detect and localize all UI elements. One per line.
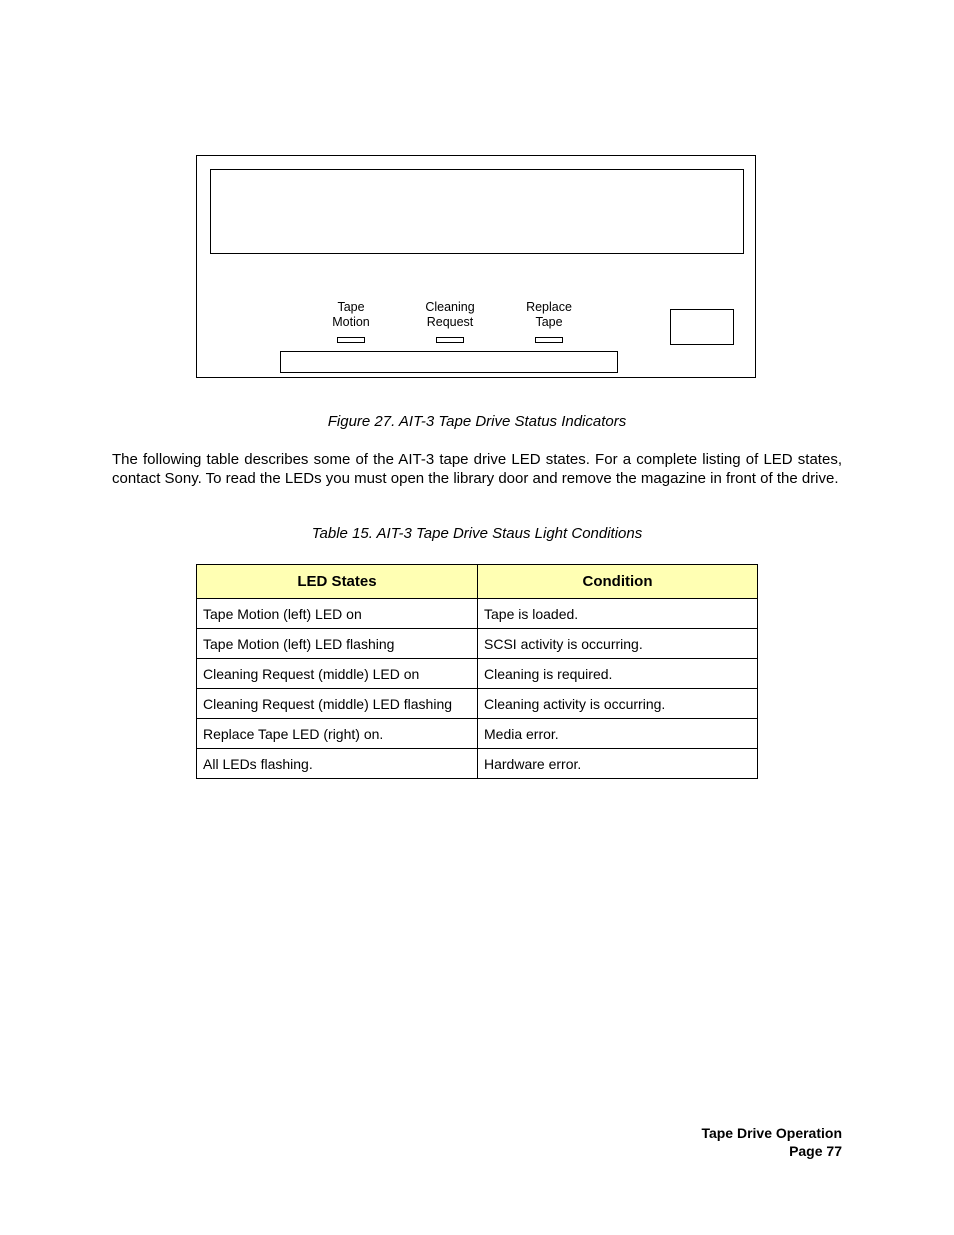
- table-row: [197, 749, 758, 779]
- table-row: [197, 719, 758, 749]
- led-replace-tape: [504, 300, 594, 343]
- header-condition: Condition: [478, 565, 758, 599]
- led-label-line1: Replace: [526, 300, 572, 314]
- tape-slot: [280, 351, 618, 373]
- led-label-line2: Tape: [535, 315, 563, 329]
- condition-cell: Cleaning activity is occurring.: [478, 689, 758, 719]
- table-row: [197, 659, 758, 689]
- table-header-row: [197, 565, 758, 599]
- led-label-line1: Tape: [337, 300, 365, 314]
- drive-window: [210, 169, 744, 254]
- led-indicator: [337, 337, 365, 343]
- led-state-cell: Cleaning Request (middle) LED flashing: [197, 689, 478, 719]
- led-tape-motion: [306, 300, 396, 343]
- condition-cell: Hardware error.: [478, 749, 758, 779]
- table-caption: Table 15. AIT-3 Tape Drive Staus Light Conditions: [311, 525, 643, 542]
- led-state-cell: Replace Tape LED (right) on.: [197, 719, 478, 749]
- table-row: [197, 689, 758, 719]
- led-label-line2: Motion: [332, 315, 370, 329]
- led-label-line1: Cleaning: [425, 300, 475, 314]
- tape-drive-diagram: [196, 155, 756, 378]
- footer-section-title: Tape Drive Operation: [701, 1125, 842, 1141]
- footer-page-number: Page 77: [789, 1143, 842, 1159]
- led-label-line2: Request: [426, 315, 474, 329]
- led-state-cell: Tape Motion (left) LED flashing: [197, 629, 478, 659]
- led-state-cell: Tape Motion (left) LED on: [197, 599, 478, 629]
- condition-cell: SCSI activity is occurring.: [478, 629, 758, 659]
- led-indicator: [535, 337, 563, 343]
- led-state-cell: All LEDs flashing.: [197, 749, 478, 779]
- led-indicator: [436, 337, 464, 343]
- table-row: [197, 599, 758, 629]
- condition-cell: Cleaning is required.: [478, 659, 758, 689]
- eject-button-outline: [670, 309, 734, 345]
- table-row: [197, 629, 758, 659]
- condition-cell: Media error.: [478, 719, 758, 749]
- led-cleaning-request: [405, 300, 495, 343]
- condition-cell: Tape is loaded.: [478, 599, 758, 629]
- header-led-states: LED States: [197, 565, 478, 599]
- body-paragraph: The following table describes some of the AIT-3 tape drive LED states. For a complete listing of LED states, contact Sony. To read the LEDs you must open the library door and remove the magazine in front of the drive.: [112, 451, 842, 487]
- figure-caption: Figure 27. AIT-3 Tape Drive Status Indicators: [327, 413, 627, 430]
- led-state-cell: Cleaning Request (middle) LED on: [197, 659, 478, 689]
- led-states-table: [196, 564, 758, 779]
- page-footer: [701, 1124, 842, 1160]
